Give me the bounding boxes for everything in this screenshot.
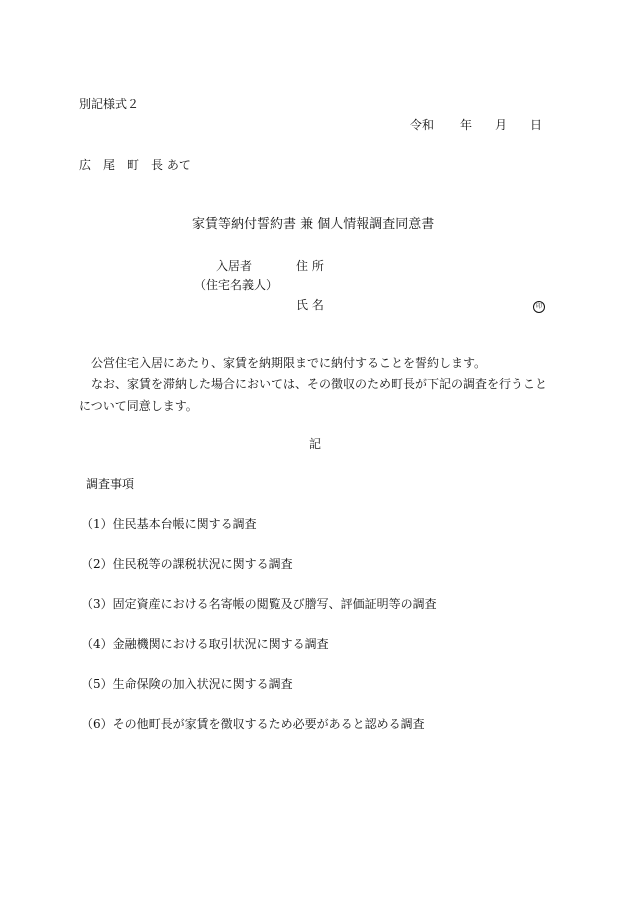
list-item: （4）金融機関における取引状況に関する調査 — [81, 637, 329, 651]
applicant-role-note: （住宅名義人） — [194, 278, 279, 292]
ki-heading: 記 — [309, 437, 322, 451]
document-title: 家賃等納付誓約書 兼 個人情報調査同意書 — [192, 217, 435, 232]
list-item: （1）住民基本台帳に関する調査 — [81, 517, 257, 531]
form-label: 別記様式２ — [79, 97, 140, 111]
applicant-role: 入居者 — [216, 259, 253, 273]
date-year: 年 — [460, 118, 473, 132]
seal-mark — [533, 298, 545, 313]
body-paragraph-1: 公営住宅入居にあたり、家賃を納期限までに納付することを誓約します。 — [91, 356, 487, 370]
list-item: （5）生命保険の加入状況に関する調査 — [81, 677, 293, 691]
date-line — [410, 119, 550, 133]
seal-icon: 印 — [533, 301, 545, 313]
address-label: 住 所 — [296, 259, 324, 273]
body-paragraph-2: なお、家賃を滞納した場合においては、その徴収のため町長が下記の調査を行うことについて同意します。 — [79, 377, 548, 413]
section-title: 調査事項 — [86, 477, 135, 491]
list-item: （3）固定資産における名寄帳の閲覧及び謄写、評価証明等の調査 — [81, 597, 437, 611]
addressee: 広 尾 町 長 あて — [79, 158, 191, 172]
date-era: 令和 — [410, 118, 435, 132]
date-month: 月 — [495, 118, 508, 132]
list-item: （6）その他町長が家賃を徴収するため必要があると認める調査 — [81, 717, 425, 731]
name-label: 氏 名 — [296, 298, 324, 312]
list-item: （2）住民税等の課税状況に関する調査 — [81, 557, 293, 571]
date-day: 日 — [530, 118, 543, 132]
